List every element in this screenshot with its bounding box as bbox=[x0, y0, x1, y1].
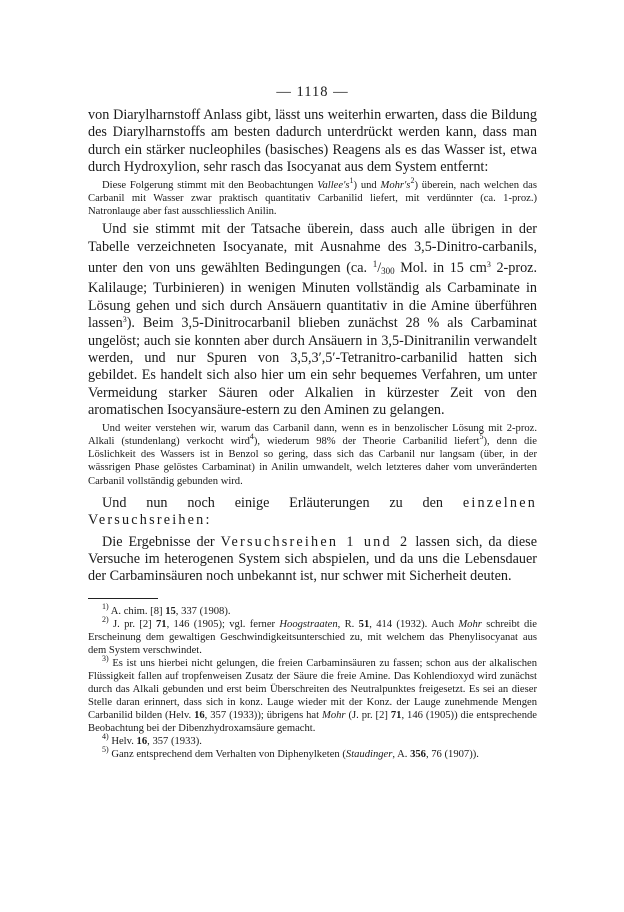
footnote-4-text-a: Helv. bbox=[111, 735, 134, 747]
footnote-divider bbox=[88, 598, 158, 599]
footnote-2-text-c: , R. bbox=[337, 618, 355, 630]
small-1-text-c: überein, nach welchen das Carbanil mit Wasser zwar praktisch quantitativ Carbanilid liefert, mit verdünnter (ca. 1-proz.) Natronlauge aber fast ausschliesslich Anilin. bbox=[88, 179, 537, 218]
footnote-3-volume-2: 71 bbox=[390, 709, 402, 721]
author-vallee: Vallee's bbox=[317, 179, 350, 191]
small-2-text-b: , wiederum 98% der Theorie Carbanilid liefert bbox=[257, 435, 480, 447]
section-intro-spaced: einzelnen Versuchsreihen: bbox=[88, 494, 537, 529]
paragraph-2-text-c: 2-proz. Kalilauge; Turbinieren) in wenigen Minuten vollständig als Carbaminate in Lösung gehen und sich durch Ansäuern quantitativ in die Amine überführen lassen bbox=[88, 260, 538, 332]
footnote-3-text-a: Es ist uns hierbei nicht gelungen, die freien Carbaminsäuren zu fassen; schon aus der alkalischen Flüssigkeit fallen auf tropfenweisen Zusatz der Säure die freie Amine. Das Kohlendioxyd wird zunächst durch das Alkali gebunden und erst beim Überschreiten des Neutralpunktes freigesetzt. Es sei an dieser Stelle daran erinnert, dass sich in konz. Lauge wieder mit der Konz. der Lauge zunehmende Mengen Carbanilid bilden (Helv. bbox=[88, 657, 538, 721]
fraction-denominator: 300 bbox=[381, 266, 395, 277]
footnote-5-text-a: Ganz entsprechend dem Verhalten von Diphenylketen ( bbox=[111, 748, 346, 760]
footnote-ref-1: 1 bbox=[349, 175, 354, 185]
footnote-5 bbox=[88, 744, 537, 761]
page-number: — 1118 — bbox=[276, 84, 349, 100]
footnote-1-mark: 1) bbox=[102, 601, 109, 611]
footnote-3-mohr: Mohr bbox=[322, 709, 346, 721]
paragraph-1 bbox=[88, 107, 537, 177]
footnote-2-text-e: schreibt die Erscheinung dem gewaltigen Geschwindigkeitsunterschied zu, mit welchem das Phenylisocyanat aus dem System verschwindet. bbox=[88, 618, 537, 656]
footnote-3-text-b: , 357 (1933)); übrigens hat bbox=[204, 709, 320, 721]
footnote-4-volume: 16 bbox=[136, 735, 148, 747]
footnote-2-mark: 2) bbox=[102, 614, 109, 624]
footnote-ref-3: 3 bbox=[122, 315, 127, 325]
footnote-ref-5: 5 bbox=[479, 431, 484, 441]
footnote-2-volume-2: 51 bbox=[358, 618, 370, 630]
footnote-2-text-d: , 414 (1932). Auch bbox=[369, 618, 454, 630]
footnote-1-text-a: A. chim. [8] bbox=[110, 605, 163, 617]
footnote-5-text-c: , 76 (1907)). bbox=[425, 748, 479, 760]
footnote-4 bbox=[88, 731, 537, 748]
footnote-3-text-c: (J. pr. [2] bbox=[348, 709, 388, 721]
page bbox=[88, 84, 537, 761]
footnote-3 bbox=[88, 653, 538, 735]
paragraph-4-text-b: lassen sich, da diese Versuche im heterogenen System sich abspielen, und da uns die Lebensdauer der Carbaminsäuren noch unbekannt ist, nur schwer mit Sicherheit deuten. bbox=[88, 533, 537, 585]
footnote-1-text-b: , 337 (1908). bbox=[175, 605, 231, 617]
footnote-2-mohr: Mohr bbox=[458, 618, 482, 630]
small-1-text-a: Diese Folgerung stimmt mit den Beobachtungen bbox=[102, 179, 314, 191]
paragraph-4 bbox=[88, 534, 537, 586]
footnote-5-text-b: , A. bbox=[392, 748, 408, 760]
paragraph-3 bbox=[88, 495, 537, 530]
footnote-4-text-b: , 357 (1933). bbox=[147, 735, 202, 747]
small-1-text-b: und bbox=[360, 179, 377, 191]
footnote-5-volume: 356 bbox=[410, 748, 426, 760]
paragraph-2-text-b: Mol. in 15 cm bbox=[400, 260, 487, 277]
small-2-text-c: , denn die Löslichkeit des Wassers ist in Benzol so gering, dass sich das Carbanil nur langsam (über, in der wässrigen Phase gelöstes Carbaminat) in Anilin umwandelt, welch letzteres daher vom unveränderten Carbanil vollständig gebunden wird. bbox=[88, 435, 538, 487]
paragraph-4-text-a: Die Ergebnisse der bbox=[102, 533, 215, 550]
paragraph-2: Und sie stimmt mit der Tatsache überein, dass auch alle übrigen in der Tabelle verzeichneten Isocyanate, mit Ausnahme des 3,5-Dinitro-carbanils, unter den von uns gewählten Bedingungen (ca. $^1$/300 Mol. in 15 $cm^3$ 2-proz. Kalilauge; Turbinieren) in wenigen Minuten vollständig als Carbaminate in Lösung gehen und sich durch Ansäuern quantitativ in die Amine überführen lassen$^3$). Beim 3,5-Dinitrocarbanil blieben zunächst 28 % als Carbaminat ungelöst; auch sie konnten aber durch Ansäuern in 3,5-Dinitranilin verwandelt werden, und nur Spuren von 3,5,3′,5′-Tetranitro-carbanilid hatten sich gebildet. Es handelt sich also hier um ein sehr bequemes Verfahren, um unter Vermeidung starker Säuren oder Alkalien in kürzester Zeit von den aromatischen Isocyansäure-estern zu den Aminen zu gelangen. bbox=[88, 221, 538, 419]
paragraph-1-text: von Diarylharnstoff Anlass gibt, lässt uns weiterhin erwarten, dass die Bildung des Diarylharnstoffs am besten dadurch unterdrückt werden kann, dass man durch ein stärker nucleophiles (basisches) Reagens als es das Wasser ist, etwa durch Hydroxylion, sehr rasch das Isocyanat aus dem System entfernt: bbox=[88, 107, 537, 176]
footnote-2-author: Hoogstraaten bbox=[279, 618, 338, 630]
footnote-5-author: Staudinger bbox=[345, 748, 393, 760]
footnote-2-volume: 71 bbox=[155, 618, 167, 630]
footnote-3-volume: 16 bbox=[194, 709, 205, 721]
fraction-numerator: 1 bbox=[372, 259, 378, 270]
footnote-2-text-b: , 146 (1905); vgl. ferner bbox=[166, 618, 276, 630]
paragraph-3-text-a: Und nun noch einige Erläuterungen zu den bbox=[102, 494, 444, 511]
footnote-2 bbox=[88, 614, 537, 657]
paragraph-2-text-a: Und sie stimmt mit der Tatsache überein, dass auch alle übrigen in der Tabelle verzeichneten Isocyanate, mit Ausnahme des 3,5-Dinitro-carbanils, unter den von uns gewählten Bedingungen (ca. bbox=[88, 221, 537, 277]
small-2-text-a: Und weiter verstehen wir, warum das Carbanil dann, wenn es in benzolischer Lösung mit 2-proz. Alkali (stundenlang) verkocht wird bbox=[88, 422, 537, 447]
footnote-5-mark: 5) bbox=[102, 744, 109, 754]
paragraph-2-text-d: . Beim 3,5-Dinitrocarbanil blieben zunächst 28 % als Carbaminat ungelöst; auch sie konnten aber durch Ansäuern in 3,5-Dinitranilin verwandelt werden, und nur Spuren von 3,5,3′,5′-Tetranitro-carbanilid hatten sich gebildet. Es handelt sich also hier um ein sehr bequemes Verfahren, um unter Vermeidung starker Säuren oder Alkalien in kürzester Zeit von den aromatischen Isocyansäure-estern zu den Aminen zu gelangen. bbox=[88, 315, 537, 419]
footnote-1 bbox=[88, 601, 537, 618]
small-paragraph-1: Diese Folgerung stimmt mit den Beobachtungen $Vallee's^1$) und $Mohr's^2$) überein, nach welchen das Carbanil mit Wasser zwar praktisch quantitativ Carbanilid liefert, mit verdünnter (ca. 1-proz.) Natronlauge aber fast ausschliesslich Anilin. bbox=[88, 175, 537, 218]
footnote-3-text-d: , 146 (1905)) die entsprechende Beobachtung bei der Dibenzhydroxamsäure gemacht. bbox=[88, 709, 537, 734]
small-paragraph-2: Und weiter verstehen wir, warum das Carbanil dann, wenn es in benzolischer Lösung mit 2-proz. Alkali (stundenlang) verkocht wird$^4$), wiederum 98% der Theorie Carbanilid liefert$^5$), denn die Löslichkeit des Wassers ist in Benzol so gering, dass sich das Carbanil nur langsam (über, in der wässrigen Phase gelöstes Carbaminat) in Anilin umwandelt, welch letzteres daher vom unveränderten Carbanil vollständig gebunden wird. bbox=[88, 422, 538, 487]
footnote-3-mark: 3) bbox=[102, 653, 109, 663]
cm-superscript: 3 bbox=[486, 260, 491, 270]
author-mohr: Mohr's bbox=[380, 179, 411, 191]
footnote-4-mark: 4) bbox=[102, 731, 109, 741]
footnote-ref-4: 4 bbox=[249, 431, 254, 441]
series-1-2-spaced: Versuchsreihen 1 und 2 bbox=[220, 533, 410, 550]
footnote-1-volume: 15 bbox=[165, 605, 176, 617]
footnote-ref-2: 2 bbox=[410, 175, 415, 185]
footnote-2-text-a: J. pr. [2] bbox=[113, 618, 152, 630]
